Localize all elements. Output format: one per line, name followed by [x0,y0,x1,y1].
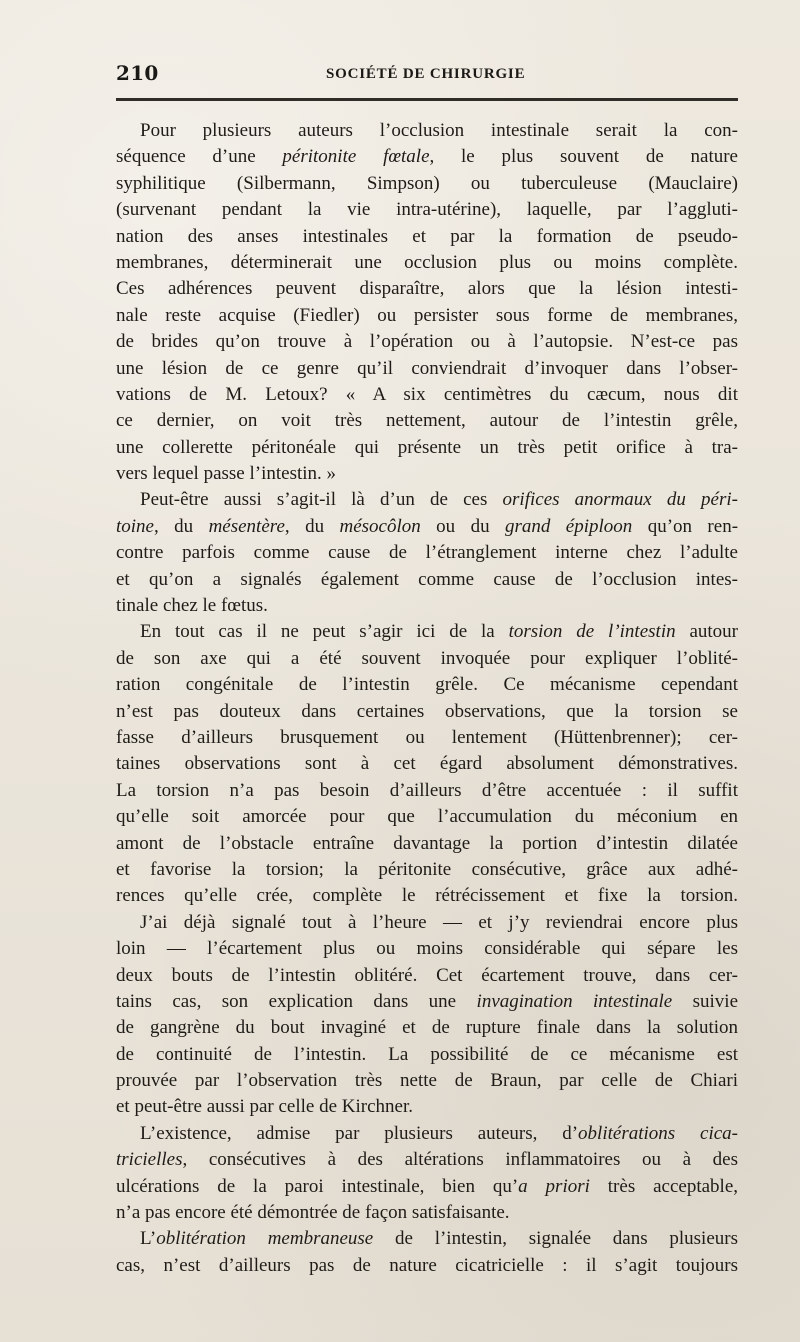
text-segment: La torsion n’a pas besoin d’ailleurs d’être accentuée : il suffit [116,779,738,801]
text-segment: et qu’on a signalés également comme cause de l’occlusion intes- [116,568,738,590]
text-segment: deux bouts de l’intestin oblitéré. Cet écartement trouve, dans cer- [116,964,738,986]
italic-text: orifices anormaux du péri- [502,489,738,511]
text-line [116,725,738,751]
text-segment: ulcérations de la paroi intestinale, bien qu’ [116,1175,519,1197]
text-segment: L’existence, admise par plusieurs auteurs, d’ [140,1122,579,1144]
text-segment: , le plus souvent de nature [429,146,738,168]
text-segment: prouvée par l’observation très nette de Braun, par celle de Chiari [116,1070,738,1092]
text-line [116,382,738,408]
text-segment: très acceptable, [589,1175,738,1197]
text-segment: qu’on ren- [632,515,739,537]
text-segment: de gangrène du bout invaginé et de rupture finale dans la solution [116,1017,738,1039]
text-segment: loin — l’écartement plus ou moins considérable qui sépare les [116,938,738,960]
text-segment: tinale chez le fœtus. [116,595,268,617]
text-segment: rences qu’elle crée, complète le rétrécissement et fixe la torsion. [116,885,738,907]
italic-text: mésentère [208,515,285,537]
text-line [116,487,738,513]
text-segment: ou du [420,515,505,537]
text-segment: séquence d’une [116,146,283,168]
text-segment: cas, n’est d’ailleurs pas de nature cicatricielle : il s’agit toujours [116,1254,738,1276]
text-segment: contre parfois comme cause de l’étranglement interne chez l’adulte [116,542,738,564]
text-segment: de continuité de l’intestin. La possibilité de ce mécanisme est [116,1043,738,1065]
text-segment: qu’elle soit amorcée pour que l’accumulation du méconium en [116,806,738,828]
text-line [116,197,738,223]
text-line [116,461,738,487]
text-line [116,224,738,250]
text-line [116,883,738,909]
text-segment: , du [284,515,340,537]
text-line [116,276,738,302]
text-segment: Pour plusieurs auteurs l’occlusion intestinale serait la con- [140,120,738,141]
running-title: SOCIÉTÉ DE CHIRURGIE [326,66,526,82]
text-line [116,1121,738,1147]
text-segment: une lésion de ce genre qu’il conviendrait d’invoquer dans l’obser- [116,357,738,379]
text-line [116,646,738,672]
text-segment: (survenant pendant la vie intra-utérine), laquelle, par l’aggluti- [116,199,738,221]
text-line [116,1015,738,1041]
text-line [116,1174,738,1200]
text-line [116,171,738,197]
text-line [116,831,738,857]
text-segment: de son axe qui a été souvent invoquée pour expliquer l’oblité- [116,647,738,669]
text-segment: ce dernier, on voit très nettement, autour de l’intestin grêle, [116,410,738,432]
text-line [116,699,738,725]
text-line [116,619,738,645]
text-line [116,989,738,1015]
text-segment: taines observations sont à cet égard absolument démonstratives. [116,753,738,775]
text-line [116,1200,738,1226]
page-header [116,60,738,88]
italic-text: torsion de l’intestin [508,621,676,643]
text-segment: , consécutives à des altérations inflammatoires ou à des [182,1149,738,1171]
italic-text: a priori [518,1175,590,1197]
text-segment: vations de M. Letoux? « A six centimètres du cæcum, nous dit [116,383,738,405]
text-segment: J’ai déjà signalé tout à l’heure — et j’y reviendrai encore plus [140,911,738,933]
text-segment: tains cas, son explication dans une [116,990,477,1012]
text-segment: En tout cas il ne peut s’agir ici de la [140,621,509,643]
text-line [116,250,738,276]
text-line [116,857,738,883]
italic-text: oblitérations cica- [578,1122,738,1144]
body-text [116,118,738,1279]
text-line [116,593,738,619]
text-segment: de brides qu’on trouve à l’opération ou à l’autopsie. N’est-ce pas [116,331,738,353]
text-line [116,804,738,830]
text-segment: vers lequel passe l’intestin. » [116,463,337,485]
text-segment: nation des anses intestinales et par la formation de pseudo- [116,225,738,247]
page-number: 210 [116,61,159,85]
italic-text: mésocôlon [339,515,421,537]
text-line [116,963,738,989]
text-line [116,751,738,777]
text-line [116,408,738,434]
text-segment: et favorise la torsion; la péritonite consécutive, grâce aux adhé- [116,858,738,880]
text-segment: et peut-être aussi par celle de Kirchner. [116,1096,413,1118]
text-line [116,514,738,540]
text-line [116,356,738,382]
text-segment: L’ [140,1228,157,1250]
text-line [116,303,738,329]
text-line [116,1042,738,1068]
text-segment: suivie [672,990,739,1012]
text-line [116,1253,738,1279]
text-line [116,1147,738,1173]
text-line [116,936,738,962]
text-segment: ration congénitale de l’intestin grêle. Ce mécanisme cependant [116,674,738,696]
italic-text: oblitération membraneuse [156,1228,374,1250]
italic-text: péritonite fœtale [282,146,430,168]
text-segment: autour [675,621,739,643]
text-line [116,1094,738,1120]
text-segment: Peut-être aussi s’agit-il là d’un de ces [140,489,503,511]
text-segment: une collerette péritonéale qui présente un très petit orifice à tra- [116,436,738,458]
text-segment: syphilitique (Silbermann, Simpson) ou tuberculeuse (Mauclaire) [116,172,738,194]
text-segment: de l’intestin, signalée dans plusieurs [373,1228,738,1250]
text-line [116,1068,738,1094]
text-line [116,778,738,804]
text-segment: nale reste acquise (Fiedler) ou persister sous forme de membranes, [116,304,738,326]
text-line [116,672,738,698]
italic-text: tricielles [116,1149,183,1171]
header-rule [116,98,738,101]
text-line [116,329,738,355]
text-line [116,540,738,566]
text-segment: n’a pas encore été démontrée de façon satisfaisante. [116,1202,510,1224]
text-segment: Ces adhérences peuvent disparaître, alors que la lésion intesti- [116,278,738,300]
italic-text: grand épiploon [504,515,633,537]
text-segment: fasse d’ailleurs brusquement ou lentement (Hüttenbrenner); cer- [116,726,738,748]
text-line [116,144,738,170]
text-segment: n’est pas douteux dans certaines observations, que la torsion se [116,700,738,722]
text-line [116,118,738,144]
text-line [116,435,738,461]
text-line [116,910,738,936]
text-line [116,567,738,593]
text-segment: membranes, déterminerait une occlusion plus ou moins complète. [116,251,738,273]
text-line [116,1226,738,1252]
italic-text: invagination intestinale [476,990,673,1012]
text-segment: , du [154,515,209,537]
italic-text: toine [116,515,154,537]
text-segment: amont de l’obstacle entraîne davantage la portion d’intestin dilatée [116,832,738,854]
